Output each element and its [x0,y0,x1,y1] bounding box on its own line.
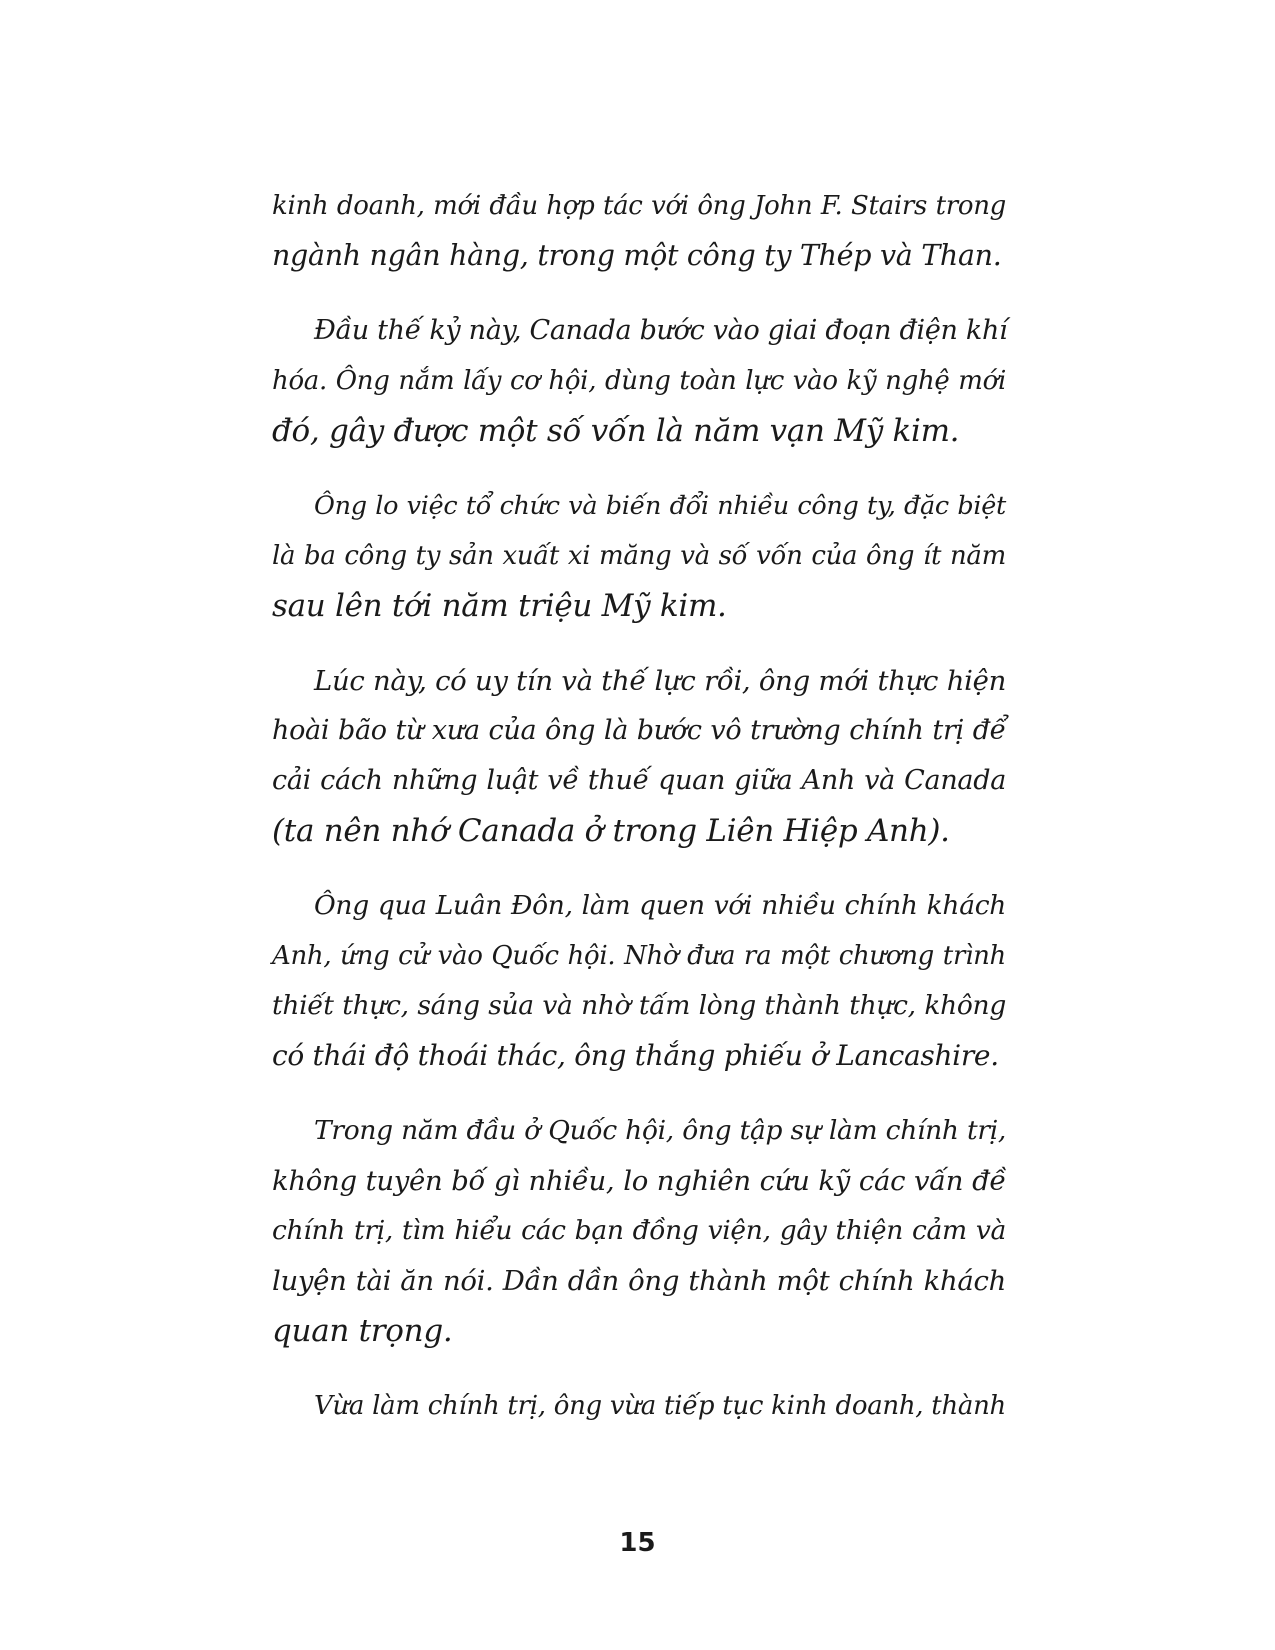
text-line: Đầu thế kỷ này, Canada bước vào giai đoạn điện khí [314,315,1008,346]
paragraph [272,181,1006,281]
text-line: có thái độ thoái thác, ông thắng phiếu ở Lancashire. [272,1039,999,1072]
text-line: đó, gây được một số vốn là năm vạn Mỹ kim. [272,413,960,449]
text-line: Ông lo việc tổ chức và biến đổi nhiều công ty, đặc biệt [314,491,1006,521]
text-line: là ba công ty sản xuất xi măng và số vốn của ông ít năm [272,541,1006,571]
text-line: ngành ngân hàng, trong một công ty Thép và Than. [272,239,1002,272]
text-line: hoài bão từ xưa của ông là bước vô trường chính trị để [272,715,1006,746]
text-line: không tuyên bố gì nhiều, lo nghiên cứu kỹ các vấn đề [272,1165,1006,1197]
text-line: Lúc này, có uy tín và thế lực rồi, ông mới thực hiện [314,665,1006,697]
paragraph [272,656,1006,856]
text-line: hóa. Ông nắm lấy cơ hội, dùng toàn lực vào kỹ nghệ mới [272,366,1006,396]
text-line: (ta nên nhớ Canada ở trong Liên Hiệp Anh). [272,813,950,849]
paragraph [272,1106,1006,1356]
text-line: Trong năm đầu ở Quốc hội, ông tập sự làm chính trị, [314,1115,1006,1146]
page-number: 15 [619,1528,656,1558]
paragraph [272,481,1006,631]
text-line: Anh, ứng cử vào Quốc hội. Nhờ đưa ra một chương trình [272,941,1006,971]
text-line: kinh doanh, mới đầu hợp tác với ông John F. Stairs trong [272,191,1006,221]
body-text [272,181,1006,1456]
text-line: sau lên tới năm triệu Mỹ kim. [272,588,727,624]
paragraph [272,306,1006,456]
text-line: thiết thực, sáng sủa và nhờ tấm lòng thành thực, không [272,990,1006,1021]
text-line: cải cách những luật về thuế quan giữa Anh và Canada [272,765,1006,796]
text-line: quan trọng. [272,1313,453,1349]
text-line: chính trị, tìm hiểu các bạn đồng viện, gây thiện cảm và [272,1215,1006,1246]
paragraph [272,881,1006,1081]
text-line: Ông qua Luân Đôn, làm quen với nhiều chính khách [314,890,1006,921]
text-line: luyện tài ăn nói. Dần dần ông thành một chính khách [272,1265,1006,1297]
paragraph [272,1381,1006,1431]
text-line: Vừa làm chính trị, ông vừa tiếp tục kinh doanh, thành [314,1391,1006,1421]
